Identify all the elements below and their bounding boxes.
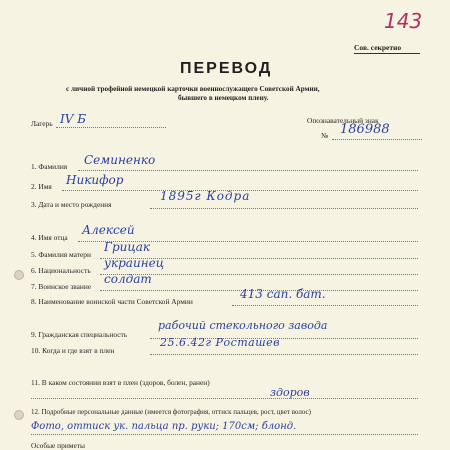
archive-number: 143 (384, 9, 423, 33)
field-value-first-name: Никифор (66, 173, 124, 187)
field-label-military-unit: 8. Наименование воинской части Советской Армии (31, 297, 193, 306)
camp-label: Лагерь (31, 119, 53, 128)
punch-hole-bottom (14, 410, 24, 420)
field-value-nationality: украинец (104, 256, 165, 270)
field-label-surname: 1. Фамилия (31, 162, 68, 171)
field-label-birth: 3. Дата и место рождения (31, 200, 112, 209)
field-label-father-name: 4. Имя отца (31, 233, 68, 242)
field-line-personal-data (31, 434, 418, 435)
document-subtitle-line2: бывшего в немецком плену. (178, 94, 269, 102)
id-tag-label: Опознавательный знак (307, 116, 379, 125)
field-value-mother-surname: Грицак (104, 240, 151, 254)
field-label-mother-surname: 5. Фамилия матери (31, 250, 91, 259)
field-value-rank: солдат (104, 272, 152, 286)
field-value-civil-specialty: рабочий стекольного завода (158, 319, 328, 332)
field-value-military-unit: 413 сап. бат. (240, 287, 326, 301)
id-tag-no-label: № (321, 131, 329, 140)
field-value-personal-data: Фото, оттиск ук. пальца пр. руки; 170см; блонд. (31, 421, 297, 432)
field-label-condition: 11. В каком состоянии взят в плен (здоров, болен, ранен) (31, 378, 210, 387)
field-line-captured (150, 354, 418, 355)
field-line-military-unit (232, 305, 418, 306)
id-tag-underline (332, 139, 422, 140)
field-label-captured: 10. Когда и где взят в плен (31, 346, 115, 355)
field-value-birth: 1895г Кодра (160, 189, 251, 203)
field-line-birth (150, 208, 418, 209)
field-label-rank: 7. Воинское звание (31, 282, 92, 291)
document-title: ПЕРЕВОД (180, 60, 273, 77)
id-tag-value: 186988 (340, 122, 390, 137)
punch-hole-top (14, 270, 24, 280)
field-label-nationality: 6. Национальность (31, 266, 91, 275)
document-subtitle-line1: с личной трофейной немецкой карточки военнослужащего Советской Армии, (66, 85, 320, 93)
field-label-civil-specialty: 9. Гражданская специальность (31, 330, 128, 339)
field-value-father-name: Алексей (82, 223, 135, 237)
field-value-condition: здоров (270, 386, 310, 399)
field-label-first-name: 2. Имя (31, 182, 52, 191)
field-line-surname (78, 170, 418, 171)
classification-label: Сов. секретно (354, 43, 402, 52)
field-label-special-marks: Особые приметы (31, 441, 85, 450)
camp-value: IV Б (60, 112, 87, 126)
field-line-condition (31, 398, 418, 399)
camp-underline (56, 127, 166, 128)
field-label-personal-data: 12. Подробные персональные данные (имеется фотография, оттиск пальцев, рост, цвет волос) (31, 408, 311, 416)
field-value-surname: Семиненко (84, 153, 156, 167)
field-value-captured: 25.6.42г Росташев (160, 336, 281, 349)
classification-underline (354, 53, 420, 54)
